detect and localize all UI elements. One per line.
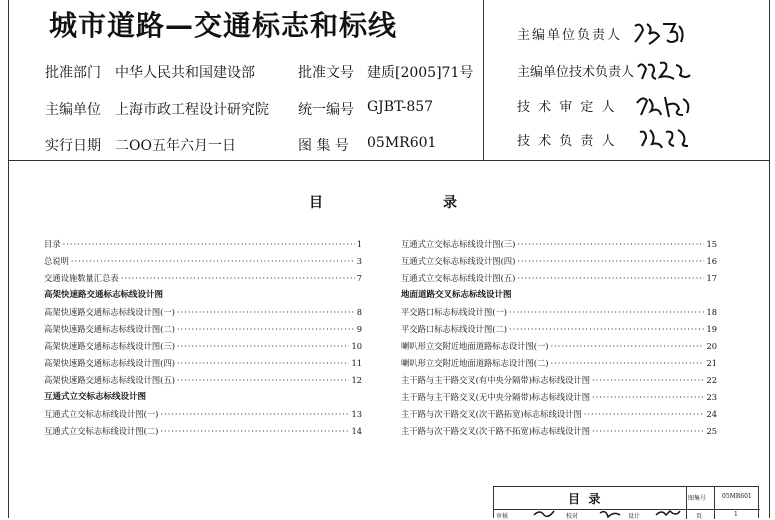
- effective-date-value: 二OO五年六月一日: [115, 138, 236, 154]
- toc-entry-page: 24: [706, 409, 717, 419]
- toc-heading-right: 录: [443, 195, 457, 211]
- approval-dept-value: 中华人民共和国建设部: [115, 65, 255, 81]
- toc-leader-dots: [177, 338, 350, 355]
- toc-leader-dots: [177, 372, 350, 389]
- toc-entry-label: 主干路与主干路交叉(有中央分隔带)标志标线设计图: [401, 375, 591, 385]
- toc-leader-dots: [592, 372, 704, 389]
- toc-entry-page: 18: [706, 307, 717, 317]
- toc-entry-page: 20: [706, 341, 717, 351]
- toc-entry-label: 高架快速路交通标志标线设计图(二): [44, 324, 175, 334]
- sig-label-tech-reviewer: 技 术 审 定 人: [517, 100, 617, 115]
- toc-leader-dots: [517, 236, 704, 253]
- reviewer-signature: [532, 507, 558, 519]
- drawing-sheet: [8, 0, 770, 518]
- toc-entry-page: 25: [706, 426, 717, 436]
- toc-leader-dots: [551, 355, 705, 372]
- toc-entry[interactable]: [401, 338, 717, 355]
- toc-entry-label: 高架快速路交通标志标线设计图(三): [44, 341, 175, 351]
- toc-leader-dots: [63, 236, 355, 253]
- page-title: 城市道路—交通标志和标线: [49, 9, 398, 42]
- toc-entry-label: 喇叭形立交附近地面道路标志设计图(二): [401, 358, 549, 368]
- toc-entry-page: 9: [356, 324, 362, 334]
- sig-label-tech-lead: 技 术 负 责 人: [517, 134, 617, 149]
- toc-heading-left: 目: [309, 195, 323, 211]
- toc-leader-dots: [71, 253, 355, 270]
- toc-entry[interactable]: [44, 270, 362, 287]
- toc-entry-label: 互通式立交标志标线设计图(三): [401, 239, 516, 249]
- toc-entry-page: 23: [706, 392, 717, 402]
- toc-entry-page: 17: [706, 273, 717, 283]
- toc-entry-label: 目录: [44, 239, 61, 249]
- toc-entry[interactable]: [401, 321, 717, 338]
- toc-entry[interactable]: [401, 304, 717, 321]
- toc-entry-page: 1: [356, 239, 362, 249]
- title-block-divider: [686, 487, 687, 519]
- toc-entry-page: 16: [706, 256, 717, 266]
- toc-entry-page: 10: [351, 341, 362, 351]
- toc-left-column: [44, 236, 362, 440]
- toc-entry-label: 主干路与主干路交叉(无中央分隔带)标志标线设计图: [401, 392, 591, 402]
- toc-right-column: [401, 236, 717, 440]
- toc-section-heading: 互通式立交标志标线设计图: [44, 392, 147, 402]
- handwritten-signature-2: [634, 57, 694, 85]
- toc-entry-page: 7: [356, 273, 362, 283]
- title-block-atlas-value: 05MR601: [722, 493, 752, 500]
- toc-entry[interactable]: [44, 355, 362, 372]
- toc-leader-dots: [584, 406, 705, 423]
- toc-entry-page: 14: [351, 426, 362, 436]
- toc-entry-label: 互通式立交标志标线设计图(一): [44, 409, 159, 419]
- toc-entry[interactable]: [401, 270, 717, 287]
- toc-entry[interactable]: [401, 423, 717, 440]
- toc-entry-label: 主干路与次干路交叉(次干路不拓宽)标志标线设计图: [401, 426, 591, 436]
- toc-entry[interactable]: [401, 236, 717, 253]
- toc-entry-page: 19: [706, 324, 717, 334]
- toc-leader-dots: [177, 321, 355, 338]
- toc-leader-dots: [121, 270, 355, 287]
- toc-section-heading: 地面道路交叉标志标线设计图: [401, 290, 512, 300]
- toc-entry-label: 主干路与次干路交叉(次干路拓宽)标志标线设计图: [401, 409, 582, 419]
- toc-entry-page: 8: [356, 307, 362, 317]
- toc-entry-page: 22: [706, 375, 717, 385]
- toc-entry-page: 3: [356, 256, 362, 266]
- title-block: [493, 486, 759, 518]
- toc-leader-dots: [177, 304, 355, 321]
- toc-leader-dots: [517, 270, 704, 287]
- toc-entry-label: 平交路口标志标线设计图(二): [401, 324, 508, 334]
- toc-entry-label: 互通式立交标志标线设计图(五): [401, 273, 516, 283]
- toc-entry[interactable]: [44, 253, 362, 270]
- chief-unit-label: 主编单位: [45, 102, 101, 118]
- toc-entry-label: 总说明: [44, 256, 69, 266]
- toc-entry[interactable]: [44, 304, 362, 321]
- approval-no-label: 批准文号: [298, 65, 354, 81]
- toc-entry-label: 高架快速路交通标志标线设计图(五): [44, 375, 175, 385]
- title-block-atlas-label: 图集号: [688, 495, 707, 502]
- toc-entry[interactable]: [44, 406, 362, 423]
- toc-section-heading: 高架快速路交通标志标线设计图: [44, 290, 164, 300]
- header-divider: [483, 0, 484, 160]
- toc-entry-page: 15: [706, 239, 717, 249]
- handwritten-signature-1: [631, 18, 691, 48]
- toc-entry-label: 平交路口标志标线设计图(一): [401, 307, 508, 317]
- toc-entry[interactable]: [44, 338, 362, 355]
- sig-label-chief-unit-head: 主编单位负责人: [517, 28, 623, 43]
- toc-leader-dots: [509, 304, 704, 321]
- toc-entry-label: 高架快速路交通标志标线设计图(一): [44, 307, 175, 317]
- unified-no-label: 统一编号: [298, 102, 354, 118]
- toc-entry[interactable]: [401, 355, 717, 372]
- toc-leader-dots: [177, 355, 350, 372]
- toc-entry-label: 高架快速路交通标志标线设计图(四): [44, 358, 175, 368]
- toc-leader-dots: [592, 389, 704, 406]
- title-block-name: 目 录: [568, 492, 601, 506]
- toc-entry-page: 11: [351, 358, 362, 368]
- unified-no-value: GJBT-857: [367, 99, 434, 115]
- title-block-divider: [714, 487, 715, 519]
- approval-no-value: 建质[2005]71号: [367, 65, 474, 81]
- effective-date-label: 实行日期: [45, 138, 101, 154]
- toc-leader-dots: [160, 423, 349, 440]
- toc-entry[interactable]: [401, 389, 717, 406]
- title-block-page-value: 1: [734, 511, 738, 518]
- handwritten-signature-4: [636, 124, 692, 152]
- toc-entry[interactable]: [44, 321, 362, 338]
- toc-leader-dots: [592, 423, 704, 440]
- toc-entry-label: 交通设施数量汇总表: [44, 273, 119, 283]
- toc-leader-dots: [160, 406, 349, 423]
- title-block-check-label: 校对: [566, 513, 579, 520]
- toc-entry[interactable]: [44, 423, 362, 440]
- toc-entry-label: 互通式立交标志标线设计图(二): [44, 426, 159, 436]
- toc-leader-dots: [509, 321, 704, 338]
- designer-signature: [654, 507, 682, 519]
- toc-entry-label: 互通式立交标志标线设计图(四): [401, 256, 516, 266]
- toc-entry[interactable]: [44, 372, 362, 389]
- toc-leader-dots: [551, 338, 705, 355]
- approval-dept-label: 批准部门: [45, 65, 101, 81]
- toc-entry-page: 21: [706, 358, 717, 368]
- atlas-no-label: 图 集 号: [298, 138, 349, 154]
- atlas-no-value: 05MR601: [367, 135, 437, 151]
- toc-entry[interactable]: [44, 236, 362, 253]
- title-block-page-label: 页: [696, 513, 703, 520]
- toc-entry[interactable]: [401, 253, 717, 270]
- sig-label-chief-tech-head: 主编单位技术负责人: [517, 65, 635, 80]
- toc-entry-page: 12: [351, 375, 362, 385]
- checker-signature: [598, 507, 622, 519]
- toc-entry[interactable]: [401, 372, 717, 389]
- chief-unit-value: 上海市政工程设计研究院: [115, 102, 269, 118]
- handwritten-signature-3: [633, 91, 695, 121]
- toc-entry-label: 喇叭形立交附近地面道路标志设计图(一): [401, 341, 549, 351]
- toc-leader-dots: [517, 253, 704, 270]
- toc-entry-page: 13: [351, 409, 362, 419]
- header-bottom-border: [9, 160, 769, 161]
- title-block-review-label: 审核: [496, 513, 509, 520]
- title-block-design-label: 设计: [628, 513, 641, 520]
- toc-entry[interactable]: [401, 406, 717, 423]
